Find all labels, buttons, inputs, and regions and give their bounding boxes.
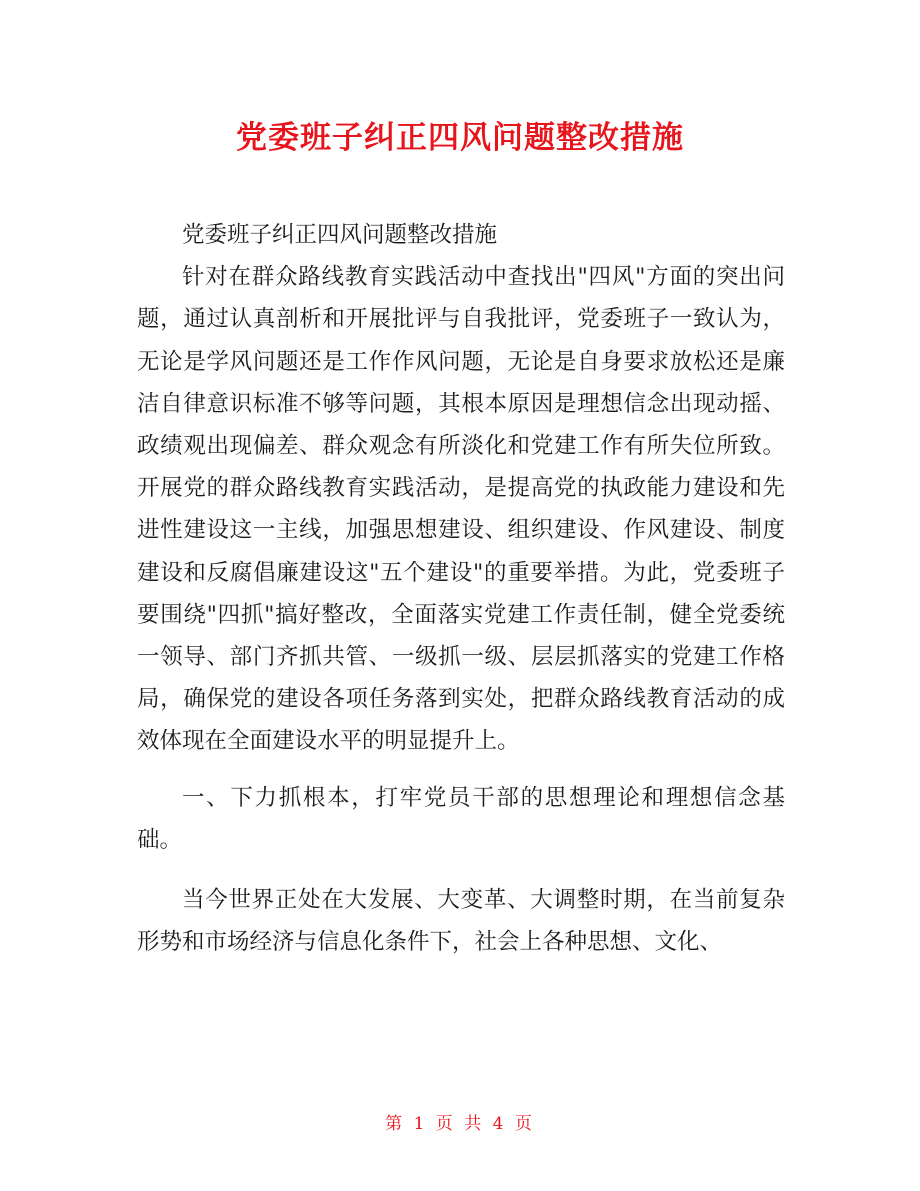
- document-title: 党委班子纠正四风问题整改措施: [236, 120, 684, 156]
- page-number-footer: 第 1 页 共 4 页: [385, 1114, 535, 1134]
- paragraph-section-body: 当今世界正处在大发展、大变革、大调整时期，在当前复杂形势和市场经济与信息化条件下，社会上各种思想、文化、: [137, 887, 785, 956]
- paragraph-intro: 针对在群众路线教育实践活动中查找出"四风"方面的突出问题，通过认真剖析和开展批评与自我批评，党委班子一致认为，无论是学风问题还是工作作风问题，无论是自身要求放松还是廉洁自律意识标准不够等问题，其根本原因是理想信念出现动摇、政绩观出现偏差、群众观念有所淡化和党建工作有所失位所致。开展党的群众路线教育实践活动，是提高党的执政能力建设和先进性建设这一主线，加强思想建设、组织建设、作风建设、制度建设和反腐倡廉建设这"五个建设"的重要举措。为此，党委班子要围绕"四抓"搞好整改，全面落实党建工作责任制，健全党委统一领导、部门齐抓共管、一级抓一级、层层抓落实的党建工作格局，确保党的建设各项任务落到实处，把群众路线教育活动的成效体现在全面建设水平的明显提升上。: [137, 264, 785, 755]
- paragraph-subtitle: 党委班子纠正四风问题整改措施: [182, 222, 498, 248]
- document-body: [137, 214, 785, 963]
- paragraph-section-heading: 一、下力抓根本，打牢党员干部的思想理论和理想信念基础。: [137, 784, 785, 853]
